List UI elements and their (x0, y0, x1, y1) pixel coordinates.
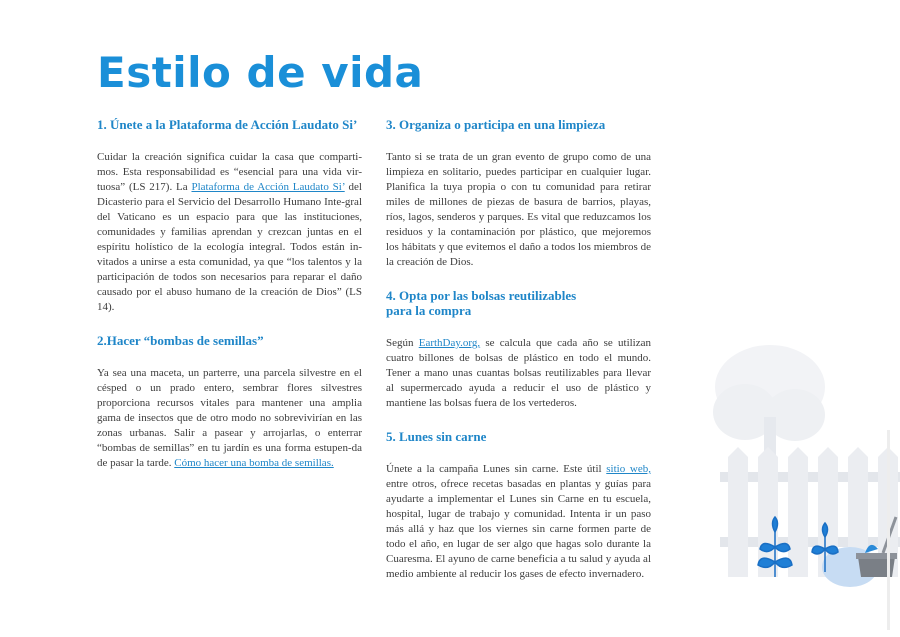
section-1-text-b: del Dicasterio para el Servicio del Desarrollo Humano Inte-gral del Vaticano es un espacio para que las instituciones, comunidades y familias aprendan y crezcan juntas en el espíritu holístico de la ecología integral. Todos están in-vitados a unirse a esta comunidad, ya que “los talentos y la participación de todos son necesarios para reparar el daño causado por el abuso humano de la creación de Dios” (LS 14). (97, 181, 362, 313)
section-4-heading-line2: para la compra (386, 303, 472, 318)
section-4-text-b: se calcula que cada año se utilizan cuatro billones de bolsas de plástico en todo el mundo. Tener a mano unas cuantas bolsas reutilizables para llevar al supermercado ayuda a reducir el uso de plástico y mantiene las bolsas fuera de los vertederos. (386, 337, 651, 409)
garden-illustration (700, 277, 900, 637)
section-4-text-a: Según (386, 337, 419, 349)
image-credit-watermark (882, 430, 896, 630)
section-5-text-b: entre otros, ofrece recetas basadas en plantas y guías para ayudarte a implementar el Lunes sin Carne en tu escuela, hospital, lugar de trabajo y comunidad. Intenta ir un paso más allá y haz que los viernes sin carne formen parte de todo el año, en lugar de ser algo que hagas solo durante la Cuaresma. El ayuno de carne beneficia a tu salud y ayuda al medio ambiente al reducir los gases de efecto invernadero. (386, 478, 651, 580)
right-column (386, 117, 651, 600)
meatless-monday-website-link[interactable]: sitio web, (606, 463, 651, 475)
section-2-heading: 2.Hacer “bombas de semillas” (97, 333, 264, 348)
page-title: Estilo de vida (97, 48, 424, 97)
laudato-si-platform-link[interactable]: Plataforma de Acción Laudato Si’ (191, 181, 345, 193)
section-1-text-a: Cuidar la creación significa cuidar la casa que comparti-mos. Esta responsabilidad es “esencial para una vida vir-tuosa” (LS 217). La (97, 151, 362, 193)
section-5-heading: 5. Lunes sin carne (386, 429, 487, 444)
section-1-heading: 1. Únete a la Plataforma de Acción Laudato Si’ (97, 117, 358, 132)
section-2-paragraph (97, 366, 362, 471)
section-5-text-a: Únete a la campaña Lunes sin carne. Este útil (386, 463, 607, 475)
section-2-text-a: Ya sea una maceta, un parterre, una parcela silvestre en el césped o un prado entero, sembrar flores silvestres proporciona recursos vitales para mantener una amplia gama de insectos que de otro modo no sobrevivirían en las zonas urbanas. Salir a pasear y arrojarlas, o enterrar “bombas de semillas” en tu jardín es una forma estupen-da de pasar la tarde. (97, 367, 362, 469)
section-5-paragraph (386, 462, 651, 582)
section-1-paragraph (97, 150, 362, 315)
left-column (97, 117, 362, 489)
section-4-heading-line1: 4. Opta por las bolsas reutilizables (386, 288, 577, 303)
section-4-heading (386, 288, 651, 318)
section-4-paragraph (386, 336, 651, 411)
section-3-paragraph: Tanto si se trata de un gran evento de grupo como de una limpieza en solitario, puedes participar en cualquier lugar. Planifica la tuya propia o con tu comunidad para retirar miles de millones de piezas de basura de barrios, playas, ríos, lagos, senderos y parques. Es vital que reduzcamos los residuos y la contaminación por plástico, que mejoremos los hábitats y que evitemos el daño a todos los miembros de la creación de Dios. (386, 151, 651, 268)
section-3-heading: 3. Organiza o participa en una limpieza (386, 117, 606, 132)
seed-bomb-link[interactable]: Cómo hacer una bomba de semillas. (174, 457, 334, 469)
earthday-link[interactable]: EarthDay.org, (418, 337, 481, 349)
